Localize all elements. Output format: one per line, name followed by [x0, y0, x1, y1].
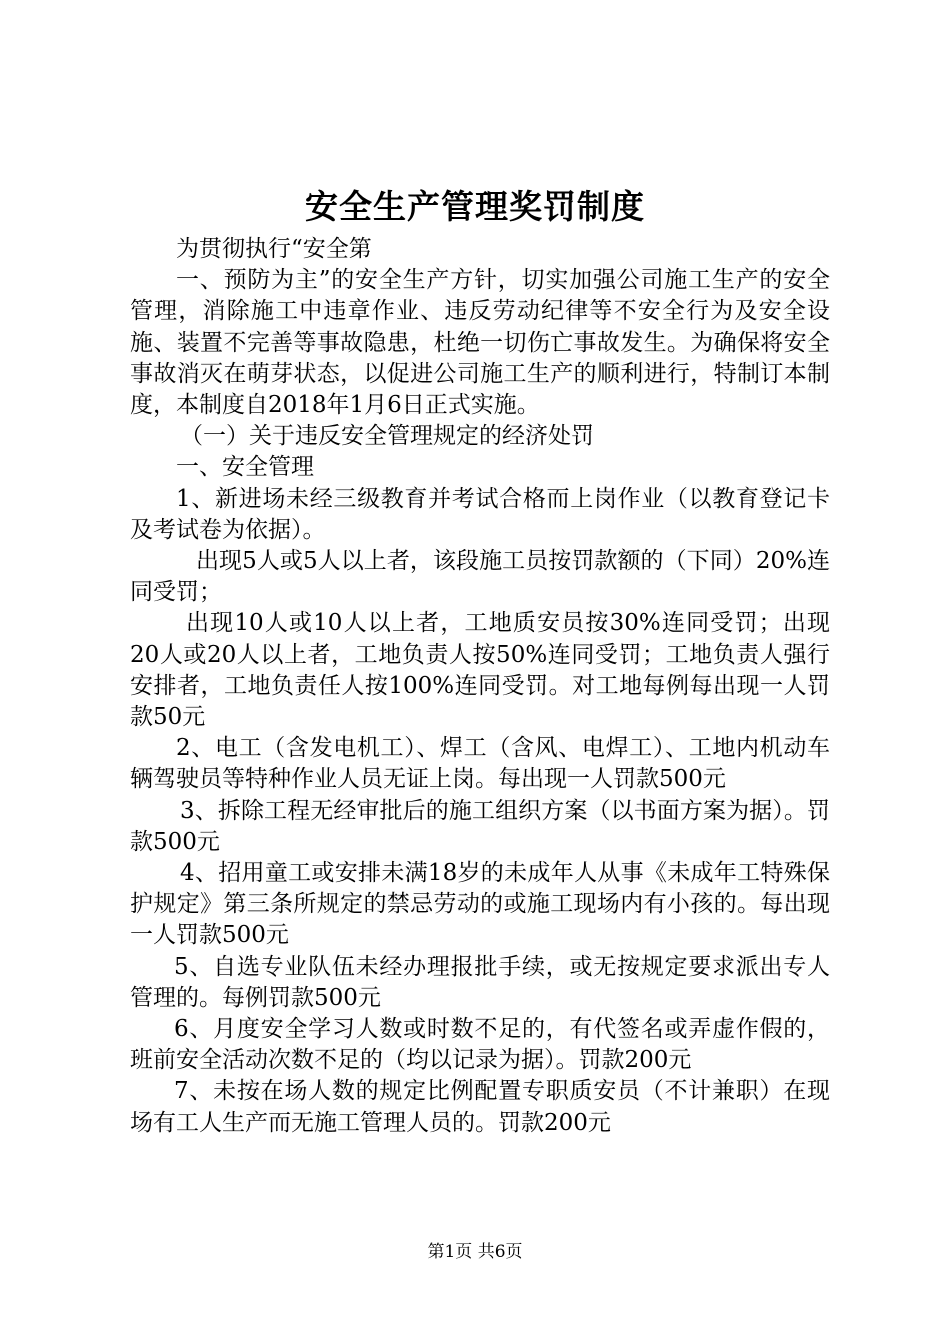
clause-1: 1、新进场未经三级教育并考试合格而上岗作业（以教育登记卡及考试卷为依据）。: [130, 485, 830, 543]
clause-6: 6、月度安全学习人数或时数不足的，有代签名或弄虚作假的，班前安全活动次数不足的（均以记录为据）。罚款200元: [130, 1016, 830, 1074]
clause-2: 2、电工（含发电机工）、焊工（含风、电焊工）、工地内机动车辆驾驶员等特种作业人员无证上岗。每出现一人罚款500元: [130, 735, 830, 793]
paragraph-intro-1: 为贯彻执行“安全第: [176, 236, 372, 262]
document-body: [130, 234, 830, 1139]
clause-7: 7、未按在场人数的规定比例配置专职质安员（不计兼职）在现场有工人生产而无施工管理人员的。罚款200元: [130, 1078, 830, 1136]
subsection-heading: 一、安全管理: [176, 454, 314, 481]
paragraph-intro-2: 一、预防为主”的安全生产方针，切实加强公司施工生产的安全管理，消除施工中违章作业、违反劳动纪律等不安全行为及安全设施、装置不完善等事故隐患，杜绝一切伤亡事故发生。为确保将安全事故消灭在萌芽状态，以促进公司施工生产的顺利进行，特制订本制度，本制度自2018年1月6日正式实施。: [130, 267, 830, 419]
clause-1-detail-b: 出现10人或10人以上者，工地质安员按30%连同受罚；出现20人或20人以上者，工地负责人按50%连同受罚；工地负责人强行安排者，工地负责任人按100%连同受罚。对工地每例每出现一人罚款50元: [130, 610, 830, 731]
clause-1-detail-a: 出现5人或5人以上者，该段施工员按罚款额的（下同）20%连同受罚；: [130, 548, 830, 606]
section-heading: （一）关于违反安全管理规定的经济处罚: [180, 423, 594, 450]
clause-3: 3、拆除工程无经审批后的施工组织方案（以书面方案为据）。罚款500元: [130, 797, 830, 855]
clause-4: 4、招用童工或安排未满18岁的未成年人从事《未成年工特殊保护规定》第三条所规定的禁忌劳动的或施工现场内有小孩的。每出现一人罚款500元: [130, 860, 830, 949]
page-number-footer: 第1页 共6页: [427, 1242, 523, 1262]
clause-5: 5、自选专业队伍未经办理报批手续，或无按规定要求派出专人管理的。每例罚款500元: [130, 953, 830, 1011]
document-title: 安全生产管理奖罚制度: [305, 187, 645, 226]
